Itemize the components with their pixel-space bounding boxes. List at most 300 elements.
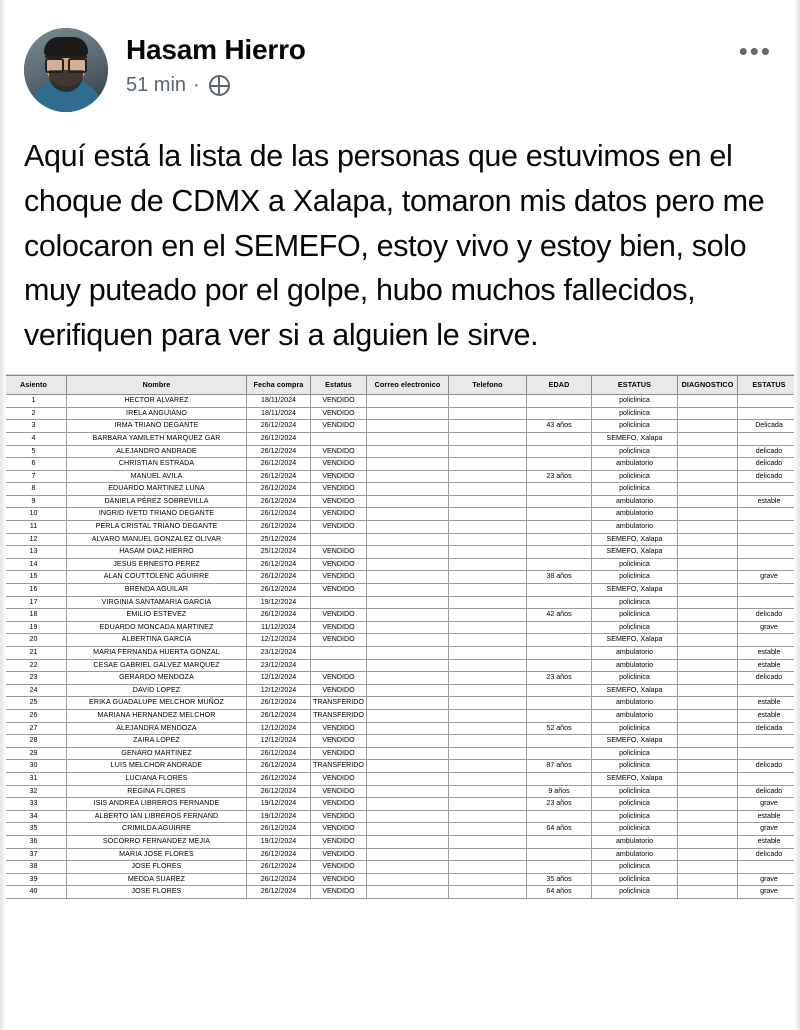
cell-diagnostico: [678, 760, 738, 773]
cell-diagnostico: [678, 546, 738, 559]
cell-estatus-2: policlinica: [592, 483, 678, 496]
cell-estatus-3: delicada: [738, 722, 800, 735]
cell-estatus-2: SEMEFO, Xalapa: [592, 772, 678, 785]
cell-estatus-1: VENDIDO: [311, 420, 367, 433]
cell-edad: 38 años: [527, 571, 592, 584]
cell-edad: 43 años: [527, 420, 592, 433]
cell-estatus-1: VENDIDO: [311, 445, 367, 458]
table-row: [1, 571, 800, 584]
cell-fecha: 26/12/2024: [247, 508, 311, 521]
cell-diagnostico: [678, 785, 738, 798]
post-text: Aquí está la lista de las personas que estuvimos en el choque de CDMX a Xalapa, tomaron mis datos pero me colocaron en el SEMEFO, estoy vivo y estoy bien, solo muy puteado por el golpe, hubo muchos fallecidos, verifiquen para ver si a alguien le sirve.: [24, 139, 765, 353]
cell-fecha: 26/12/2024: [247, 558, 311, 571]
cell-diagnostico: [678, 848, 738, 861]
cell-correo: [367, 709, 449, 722]
cell-estatus-2: SEMEFO, Xalapa: [592, 432, 678, 445]
cell-asiento: 1: [1, 395, 67, 408]
cell-nombre: MARIA FERNANDA HUERTA GONZAL: [67, 647, 247, 660]
cell-nombre: ZAIRA LOPEZ: [67, 735, 247, 748]
cell-telefono: [449, 445, 527, 458]
cell-estatus-2: ambulatorio: [592, 647, 678, 660]
cell-estatus-3: grave: [738, 571, 800, 584]
cell-telefono: [449, 571, 527, 584]
cell-estatus-2: ambulatorio: [592, 697, 678, 710]
cell-estatus-3: [738, 558, 800, 571]
cell-edad: [527, 848, 592, 861]
cell-telefono: [449, 521, 527, 534]
cell-fecha: 26/12/2024: [247, 420, 311, 433]
cell-asiento: 35: [1, 823, 67, 836]
table-row: [1, 407, 800, 420]
cell-asiento: 24: [1, 684, 67, 697]
cell-edad: [527, 508, 592, 521]
table-row: [1, 584, 800, 597]
cell-telefono: [449, 785, 527, 798]
cell-telefono: [449, 546, 527, 559]
table-row: [1, 634, 800, 647]
table-body: [1, 395, 800, 899]
cell-telefono: [449, 395, 527, 408]
table-row: [1, 886, 800, 899]
cell-telefono: [449, 722, 527, 735]
cell-telefono: [449, 709, 527, 722]
cell-edad: 64 años: [527, 823, 592, 836]
cell-estatus-2: policlinica: [592, 861, 678, 874]
cell-estatus-2: policlinica: [592, 672, 678, 685]
cell-estatus-2: SEMEFO, Xalapa: [592, 533, 678, 546]
table-row: [1, 609, 800, 622]
cell-telefono: [449, 659, 527, 672]
cell-asiento: 12: [1, 533, 67, 546]
cell-fecha: 12/12/2024: [247, 634, 311, 647]
table-row: [1, 798, 800, 811]
cell-diagnostico: [678, 810, 738, 823]
cell-correo: [367, 861, 449, 874]
cell-nombre: ALEJANDRA MENDOZA: [67, 722, 247, 735]
cell-nombre: MARIANA HERNANDEZ MELCHOR: [67, 709, 247, 722]
cell-edad: [527, 395, 592, 408]
cell-estatus-2: policlinica: [592, 873, 678, 886]
cell-telefono: [449, 672, 527, 685]
cell-estatus-1: VENDIDO: [311, 458, 367, 471]
cell-estatus-1: VENDIDO: [311, 495, 367, 508]
column-header-nombre: Nombre: [67, 376, 247, 395]
cell-telefono: [449, 470, 527, 483]
cell-edad: 42 años: [527, 609, 592, 622]
cell-estatus-3: [738, 684, 800, 697]
cell-fecha: 26/12/2024: [247, 861, 311, 874]
cell-estatus-2: policlinica: [592, 395, 678, 408]
cell-estatus-2: SEMEFO, Xalapa: [592, 546, 678, 559]
cell-telefono: [449, 873, 527, 886]
cell-estatus-2: ambulatorio: [592, 709, 678, 722]
cell-edad: 9 años: [527, 785, 592, 798]
cell-correo: [367, 634, 449, 647]
cell-asiento: 16: [1, 584, 67, 597]
cell-asiento: 29: [1, 747, 67, 760]
cell-nombre: INGRID IVETD TRIANO DEGANTE: [67, 508, 247, 521]
table-row: [1, 420, 800, 433]
cell-telefono: [449, 558, 527, 571]
cell-asiento: 5: [1, 445, 67, 458]
cell-diagnostico: [678, 772, 738, 785]
post-header: [0, 0, 800, 112]
post-header-text: [126, 28, 729, 97]
cell-telefono: [449, 735, 527, 748]
cell-telefono: [449, 697, 527, 710]
cell-estatus-3: estable: [738, 810, 800, 823]
table-row: [1, 873, 800, 886]
cell-estatus-3: delicado: [738, 445, 800, 458]
cell-diagnostico: [678, 672, 738, 685]
cell-fecha: 26/12/2024: [247, 823, 311, 836]
cell-asiento: 40: [1, 886, 67, 899]
cell-estatus-1: VENDIDO: [311, 848, 367, 861]
cell-nombre: MANUEL AVILA: [67, 470, 247, 483]
cell-fecha: 26/12/2024: [247, 886, 311, 899]
cell-estatus-2: policlinica: [592, 810, 678, 823]
cell-edad: [527, 533, 592, 546]
column-header-estatus-2: ESTATUS: [592, 376, 678, 395]
cell-edad: [527, 684, 592, 697]
cell-diagnostico: [678, 647, 738, 660]
cell-estatus-1: TRANSFERIDO: [311, 709, 367, 722]
cell-correo: [367, 886, 449, 899]
cell-asiento: 28: [1, 735, 67, 748]
cell-diagnostico: [678, 684, 738, 697]
cell-nombre: GENARO MARTINEZ: [67, 747, 247, 760]
table-row: [1, 735, 800, 748]
cell-nombre: HASAM DIAZ HIERRO: [67, 546, 247, 559]
table-header-row: [1, 376, 800, 395]
cell-edad: [527, 810, 592, 823]
table-row: [1, 760, 800, 773]
cell-diagnostico: [678, 735, 738, 748]
cell-estatus-1: VENDIDO: [311, 772, 367, 785]
post-options-button[interactable]: •••: [738, 36, 772, 66]
table-row: [1, 697, 800, 710]
cell-telefono: [449, 684, 527, 697]
cell-estatus-2: policlinica: [592, 407, 678, 420]
cell-estatus-2: policlinica: [592, 596, 678, 609]
cell-diagnostico: [678, 432, 738, 445]
table-row: [1, 508, 800, 521]
cell-estatus-3: Delicada: [738, 420, 800, 433]
table-row: [1, 684, 800, 697]
cell-edad: [527, 558, 592, 571]
cell-telefono: [449, 810, 527, 823]
table-row: [1, 432, 800, 445]
cell-correo: [367, 533, 449, 546]
cell-fecha: 26/12/2024: [247, 772, 311, 785]
cell-estatus-1: VENDIDO: [311, 810, 367, 823]
cell-estatus-1: VENDIDO: [311, 672, 367, 685]
cell-diagnostico: [678, 697, 738, 710]
cell-edad: 87 años: [527, 760, 592, 773]
cell-fecha: 25/12/2024: [247, 533, 311, 546]
cell-asiento: 8: [1, 483, 67, 496]
cell-edad: [527, 621, 592, 634]
table-row: [1, 458, 800, 471]
cell-fecha: 23/12/2024: [247, 647, 311, 660]
cell-asiento: 2: [1, 407, 67, 420]
cell-estatus-3: estable: [738, 835, 800, 848]
column-header-estatus-3: ESTATUS: [738, 376, 800, 395]
cell-estatus-2: SEMEFO, Xalapa: [592, 684, 678, 697]
cell-diagnostico: [678, 495, 738, 508]
table-row: [1, 533, 800, 546]
cell-diagnostico: [678, 407, 738, 420]
cell-edad: 23 años: [527, 798, 592, 811]
cell-asiento: 3: [1, 420, 67, 433]
cell-estatus-2: policlinica: [592, 722, 678, 735]
cell-telefono: [449, 634, 527, 647]
column-header-correo: Correo electronico: [367, 376, 449, 395]
cell-telefono: [449, 508, 527, 521]
cell-fecha: 26/12/2024: [247, 432, 311, 445]
post-meta: [126, 74, 729, 97]
cell-correo: [367, 432, 449, 445]
cell-asiento: 15: [1, 571, 67, 584]
cell-asiento: 26: [1, 709, 67, 722]
cell-estatus-3: [738, 861, 800, 874]
cell-estatus-1: VENDIDO: [311, 407, 367, 420]
cell-estatus-1: VENDIDO: [311, 861, 367, 874]
cell-estatus-2: policlinica: [592, 558, 678, 571]
cell-nombre: HECTOR ALVAREZ: [67, 395, 247, 408]
cell-fecha: 19/12/2024: [247, 810, 311, 823]
cell-correo: [367, 571, 449, 584]
cell-edad: 52 años: [527, 722, 592, 735]
cell-estatus-2: policlinica: [592, 470, 678, 483]
avatar-hair: [44, 37, 88, 57]
cell-correo: [367, 647, 449, 660]
column-header-estatus-1: Estatus: [311, 376, 367, 395]
cell-estatus-3: [738, 407, 800, 420]
cell-correo: [367, 609, 449, 622]
cell-fecha: 26/12/2024: [247, 760, 311, 773]
cell-diagnostico: [678, 873, 738, 886]
cell-fecha: 11/12/2024: [247, 621, 311, 634]
column-header-edad: EDAD: [527, 376, 592, 395]
cell-asiento: 32: [1, 785, 67, 798]
cell-fecha: 25/12/2024: [247, 546, 311, 559]
table-row: [1, 495, 800, 508]
cell-estatus-3: [738, 634, 800, 647]
cell-asiento: 25: [1, 697, 67, 710]
table-row: [1, 835, 800, 848]
cell-diagnostico: [678, 722, 738, 735]
cell-estatus-3: estable: [738, 647, 800, 660]
cell-nombre: JOSE FLORES: [67, 861, 247, 874]
cell-fecha: 18/11/2024: [247, 395, 311, 408]
cell-estatus-3: grave: [738, 873, 800, 886]
table-row: [1, 621, 800, 634]
passenger-table: [0, 375, 800, 899]
column-header-fecha: Fecha compra: [247, 376, 311, 395]
post-timestamp[interactable]: 51 min: [126, 74, 187, 97]
cell-asiento: 34: [1, 810, 67, 823]
cell-diagnostico: [678, 571, 738, 584]
cell-estatus-2: policlinica: [592, 571, 678, 584]
cell-estatus-2: ambulatorio: [592, 848, 678, 861]
cell-asiento: 13: [1, 546, 67, 559]
cell-nombre: BARBARA YAMILETH MARQUEZ GAR: [67, 432, 247, 445]
cell-nombre: IRELA ANGUIANO: [67, 407, 247, 420]
cell-fecha: 19/12/2024: [247, 596, 311, 609]
cell-diagnostico: [678, 747, 738, 760]
cell-fecha: 26/12/2024: [247, 470, 311, 483]
cell-diagnostico: [678, 395, 738, 408]
cell-telefono: [449, 432, 527, 445]
cell-edad: [527, 483, 592, 496]
cell-asiento: 27: [1, 722, 67, 735]
cell-edad: [527, 546, 592, 559]
cell-estatus-2: SEMEFO, Xalapa: [592, 584, 678, 597]
cell-fecha: 26/12/2024: [247, 697, 311, 710]
cell-estatus-3: grave: [738, 621, 800, 634]
cell-edad: [527, 407, 592, 420]
cell-estatus-3: grave: [738, 823, 800, 836]
cell-asiento: 37: [1, 848, 67, 861]
cell-nombre: GERARDO MENDOZA: [67, 672, 247, 685]
cell-asiento: 7: [1, 470, 67, 483]
cell-edad: 23 años: [527, 672, 592, 685]
cell-estatus-2: SEMEFO, Xalapa: [592, 735, 678, 748]
cell-diagnostico: [678, 508, 738, 521]
cell-diagnostico: [678, 584, 738, 597]
cell-estatus-1: VENDIDO: [311, 722, 367, 735]
cell-fecha: 26/12/2024: [247, 609, 311, 622]
cell-asiento: 4: [1, 432, 67, 445]
avatar[interactable]: [24, 28, 108, 112]
cell-diagnostico: [678, 483, 738, 496]
cell-telefono: [449, 621, 527, 634]
cell-nombre: CRIMILDA AGUIRRE: [67, 823, 247, 836]
cell-estatus-3: [738, 584, 800, 597]
cell-diagnostico: [678, 420, 738, 433]
cell-correo: [367, 735, 449, 748]
cell-asiento: 39: [1, 873, 67, 886]
cell-estatus-2: policlinica: [592, 798, 678, 811]
cell-correo: [367, 697, 449, 710]
cell-correo: [367, 621, 449, 634]
cell-estatus-3: delicado: [738, 760, 800, 773]
table-row: [1, 558, 800, 571]
cell-fecha: 12/12/2024: [247, 722, 311, 735]
cell-estatus-1: [311, 432, 367, 445]
cell-fecha: 26/12/2024: [247, 495, 311, 508]
cell-estatus-1: VENDIDO: [311, 584, 367, 597]
cell-estatus-1: [311, 659, 367, 672]
cell-edad: [527, 709, 592, 722]
cell-estatus-2: policlinica: [592, 445, 678, 458]
cell-diagnostico: [678, 609, 738, 622]
cell-nombre: ALEJANDRO ANDRADE: [67, 445, 247, 458]
cell-correo: [367, 495, 449, 508]
cell-estatus-1: VENDIDO: [311, 684, 367, 697]
cell-correo: [367, 760, 449, 773]
cell-edad: [527, 432, 592, 445]
cell-telefono: [449, 747, 527, 760]
globe-icon[interactable]: [209, 75, 230, 96]
cell-estatus-2: policlinica: [592, 621, 678, 634]
cell-nombre: ERIKA GUADALUPE MELCHOR MUÑOZ: [67, 697, 247, 710]
cell-asiento: 6: [1, 458, 67, 471]
cell-asiento: 10: [1, 508, 67, 521]
cell-estatus-1: VENDIDO: [311, 621, 367, 634]
cell-diagnostico: [678, 533, 738, 546]
cell-estatus-3: estable: [738, 495, 800, 508]
cell-correo: [367, 445, 449, 458]
cell-telefono: [449, 584, 527, 597]
cell-estatus-3: [738, 596, 800, 609]
cell-estatus-3: [738, 432, 800, 445]
cell-edad: [527, 521, 592, 534]
cell-estatus-1: VENDIDO: [311, 785, 367, 798]
passenger-table-image: [0, 374, 800, 899]
cell-nombre: EMILIO ESTEVEZ: [67, 609, 247, 622]
table-row: [1, 747, 800, 760]
cell-telefono: [449, 483, 527, 496]
cell-edad: [527, 634, 592, 647]
cell-correo: [367, 772, 449, 785]
cell-edad: [527, 735, 592, 748]
cell-nombre: EDUARDO MONCADA MARTINEZ: [67, 621, 247, 634]
cell-estatus-1: [311, 533, 367, 546]
cell-edad: [527, 861, 592, 874]
cell-diagnostico: [678, 445, 738, 458]
cell-nombre: CHRISTIAN ESTRADA: [67, 458, 247, 471]
cell-fecha: 19/12/2024: [247, 835, 311, 848]
cell-nombre: JESUS ERNESTO PEREZ: [67, 558, 247, 571]
cell-estatus-1: VENDIDO: [311, 508, 367, 521]
cell-estatus-1: VENDIDO: [311, 571, 367, 584]
cell-edad: [527, 596, 592, 609]
cell-estatus-1: VENDIDO: [311, 558, 367, 571]
table-row: [1, 823, 800, 836]
left-edge-shade: [0, 0, 6, 1030]
cell-fecha: 26/12/2024: [247, 571, 311, 584]
cell-diagnostico: [678, 798, 738, 811]
column-header-telefono: Telefono: [449, 376, 527, 395]
table-row: [1, 596, 800, 609]
cell-correo: [367, 508, 449, 521]
cell-correo: [367, 810, 449, 823]
cell-correo: [367, 395, 449, 408]
cell-estatus-2: ambulatorio: [592, 835, 678, 848]
cell-fecha: 26/12/2024: [247, 458, 311, 471]
cell-edad: [527, 584, 592, 597]
cell-diagnostico: [678, 861, 738, 874]
cell-estatus-3: grave: [738, 886, 800, 899]
cell-correo: [367, 546, 449, 559]
cell-estatus-1: TRANSFERIDO: [311, 697, 367, 710]
cell-estatus-3: delicado: [738, 609, 800, 622]
cell-estatus-3: estable: [738, 709, 800, 722]
table-row: [1, 709, 800, 722]
cell-estatus-3: grave: [738, 798, 800, 811]
table-row: [1, 785, 800, 798]
cell-correo: [367, 785, 449, 798]
post-author-name[interactable]: Hasam Hierro: [126, 34, 306, 65]
cell-correo: [367, 458, 449, 471]
table-row: [1, 848, 800, 861]
cell-diagnostico: [678, 835, 738, 848]
cell-estatus-2: ambulatorio: [592, 508, 678, 521]
cell-nombre: VIRGINIA SANTAMARIA GARCIA: [67, 596, 247, 609]
cell-asiento: 38: [1, 861, 67, 874]
